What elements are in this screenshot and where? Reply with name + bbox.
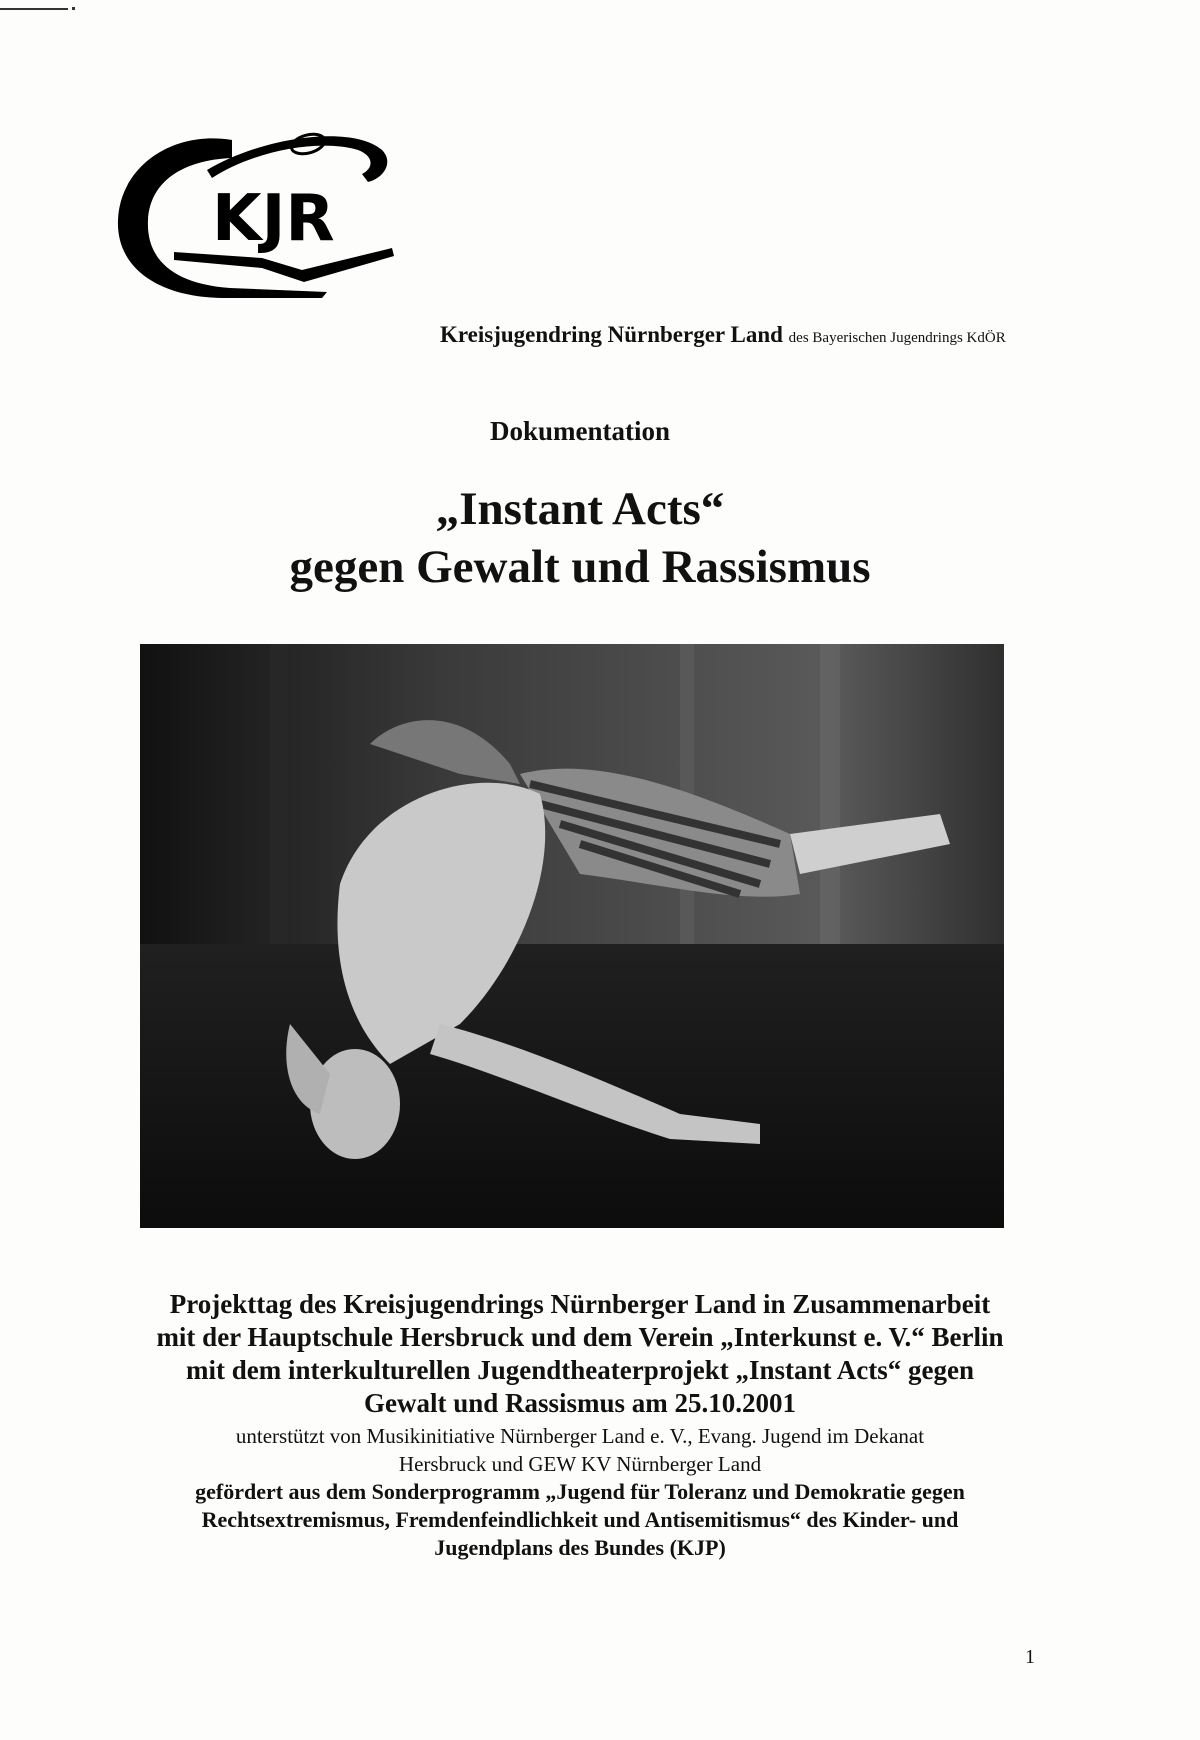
- document-label: Dokumentation: [489, 416, 671, 446]
- description-main-line: Gewalt und Rassismus am 25.10.2001: [363, 1388, 797, 1418]
- breakdancer-photo-icon: [140, 644, 1004, 1228]
- description-main-line: Projekttag des Kreisjugendrings Nürnberger Land in Zusammenarbeit: [169, 1289, 991, 1319]
- description-main-line: mit dem interkulturellen Jugendtheaterprojekt „Instant Acts“ gegen: [186, 1355, 974, 1385]
- scan-mark: [0, 8, 68, 10]
- logo-text: KJR: [212, 182, 335, 256]
- project-description: [90, 1288, 1070, 1562]
- organization-line: [440, 322, 1006, 348]
- breakdancer-photo: [140, 644, 1004, 1228]
- organization-sub: des Bayerischen Jugendrings KdÖR: [788, 330, 1006, 346]
- funding-line: gefördert aus dem Sonderprogramm „Jugend für Toleranz und Demokratie gegen: [195, 1479, 965, 1504]
- scan-mark: [72, 7, 75, 10]
- kjr-logo-icon: [112, 112, 412, 312]
- support-line: Hersbruck und GEW KV Nürnberger Land: [398, 1452, 762, 1476]
- funding-line: Jugendplans des Bundes (KJP): [434, 1535, 726, 1560]
- document-title: [0, 480, 1160, 596]
- title-line-2: gegen Gewalt und Rassismus: [289, 541, 871, 593]
- support-line: unterstützt von Musikinitiative Nürnberger Land e. V., Evang. Jugend im Dekanat: [235, 1424, 925, 1448]
- title-line-1: „Instant Acts“: [435, 483, 725, 535]
- kjr-logo: [112, 112, 412, 312]
- funding-line: Rechtsextremismus, Fremdenfeindlichkeit und Antisemitismus“ des Kinder- und: [201, 1507, 959, 1532]
- organization-name: Kreisjugendring Nürnberger Land: [440, 322, 783, 347]
- page-number: 1: [1025, 1646, 1035, 1668]
- description-main-line: mit der Hauptschule Hersbruck und dem Verein „Interkunst e. V.“ Berlin: [156, 1322, 1004, 1352]
